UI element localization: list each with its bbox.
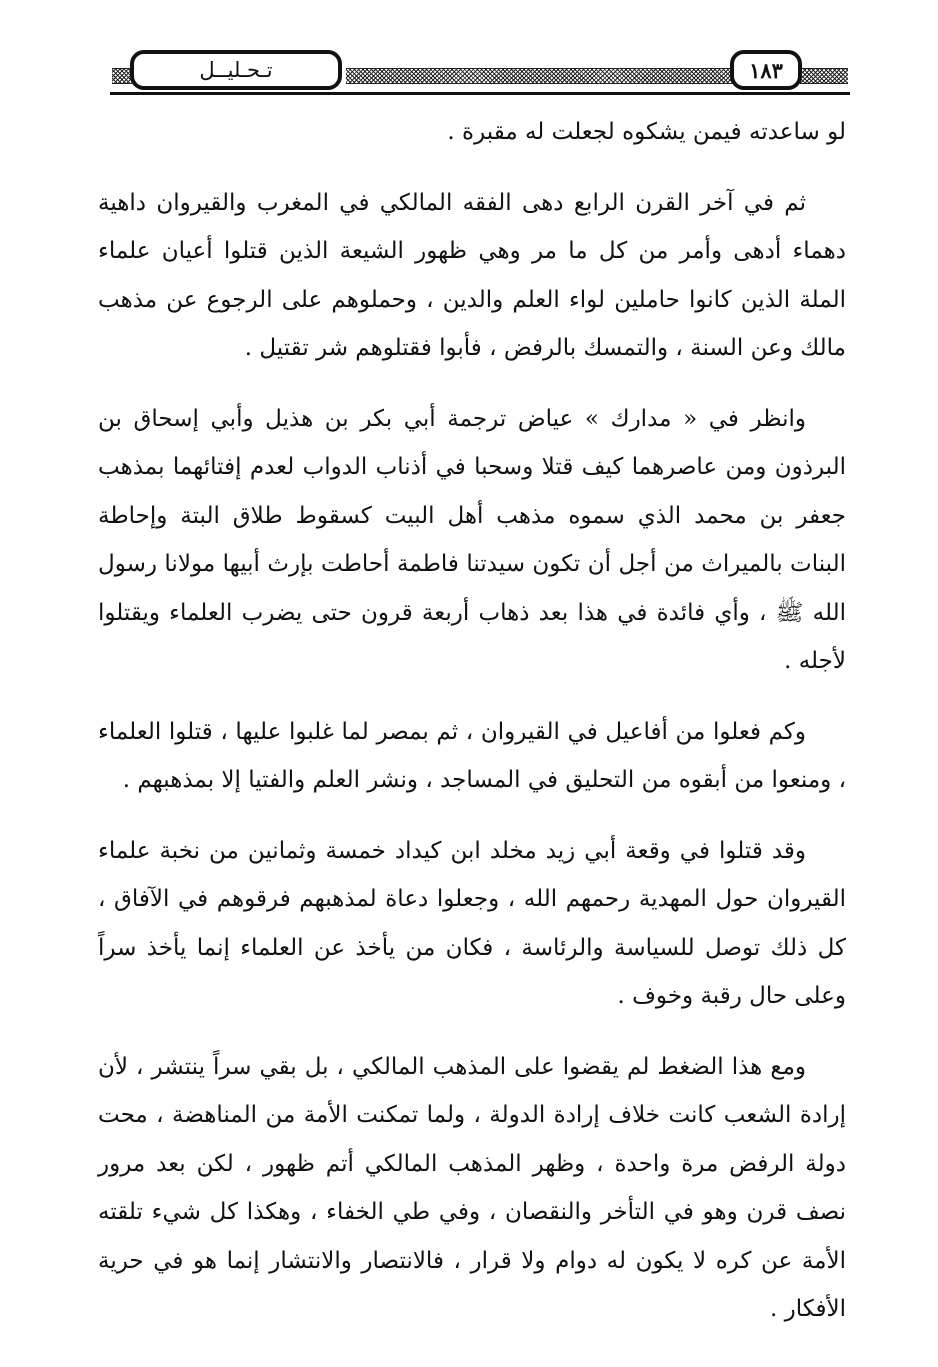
header-hatch-right: [800, 68, 848, 84]
header-hatch-middle: [346, 68, 732, 84]
paragraph: ثم في آخر القرن الرابع دهى الفقه المالكي في المغرب والقيروان داهية دهماء أدهى وأمر من كل ما مر وهي ظهور الشيعة الذين قتلوا أعيان علماء الملة الذين كانوا حاملين لواء العلم والدين ، وحملوهم على الرجوع عن مذهب مالك وعن السنة ، والتمسك بالرفض ، فأبوا فقتلوهم شر تقتيل .: [98, 189, 846, 361]
page-header: [110, 44, 850, 100]
running-title: تـحـليــل: [130, 50, 342, 90]
paragraph: وانظر في « مدارك » عياض ترجمة أبي بكر بن هذيل وأبي إسحاق بن البرذون ومن عاصرهما كيف قتلا وسحبا في أذناب الدواب لعدم إفتائهما بمذهب جعفر بن محمد الذي سموه مذهب أهل البيت كسقوط طلاق البتة وإحاطة البنات بالميراث من أجل أن تكون سيدتنا فاطمة أحاطت بإرث أبيها مولانا رسول الله ﷺ ، وأي فائدة في هذا بعد ذهاب أربعة قرون حتى يضرب العلماء ويقتلوا لأجله .: [98, 405, 846, 674]
header-rule: [110, 92, 850, 95]
paragraph-continuation: لو ساعدته فيمن يشكوه لجعلت له مقبرة .: [447, 119, 846, 145]
paragraph: وكم فعلوا من أفاعيل في القيروان ، ثم بمصر لما غلبوا عليها ، قتلوا العلماء ، ومنعوا من أبقوه من التحليق في المساجد ، ونشر العلم والفتيا إلا بمذهبهم .: [98, 718, 846, 793]
header-hatch-left: [112, 68, 132, 84]
page-body: [98, 108, 847, 1322]
page-number: ١٨٣: [730, 50, 802, 90]
paragraph: ومع هذا الضغط لم يقضوا على المذهب المالكي ، بل بقي سراً ينتشر ، لأن إرادة الشعب كانت خلاف إرادة الدولة ، ولما تمكنت الأمة من المناهضة ، محت دولة الرفض مرة واحدة ، وظهر المذهب المالكي أتم ظهور ، لكن بعد مرور نصف قرن وهو في التأخر والنقصان ، وفي طي الخفاء ، وهكذا كل شيء تلقته الأمة عن كره لا يكون له دوام ولا قرار ، فالانتصار والانتشار إنما هو في حرية الأفكار .: [98, 1053, 846, 1322]
paragraph: وقد قتلوا في وقعة أبي زيد مخلد ابن كيداد خمسة وثمانين من نخبة علماء القيروان حول المهدية رحمهم الله ، وجعلوا دعاة لمذهبهم فرقوهم في الآفاق ، كل ذلك توصل للسياسة والرئاسة ، فكان من يأخذ عن العلماء إنما يأخذ سراً وعلى حال رقبة وخوف .: [98, 837, 847, 1009]
